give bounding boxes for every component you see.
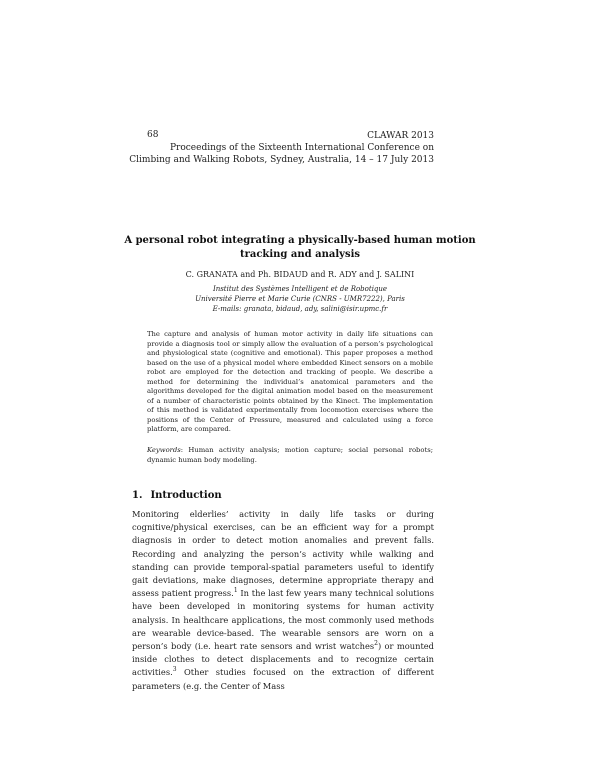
citation-3: 3 (172, 666, 177, 674)
proceedings-line-1: Proceedings of the Sixteenth International Conference on (169, 143, 434, 153)
conference-name: CLAWAR 2013 (367, 131, 434, 141)
keywords-label: Keywords (147, 446, 181, 454)
affiliation-line-1: Institut des Systèmes Intelligent et de Robotique (212, 285, 388, 293)
keywords-text: : Human activity analysis; motion capture; social personal robots; dynamic human body modeling. (147, 446, 433, 464)
keywords (147, 446, 433, 465)
intro-paragraph (132, 508, 434, 693)
title-line-2: tracking and analysis (239, 249, 361, 260)
section-number: 1. (132, 490, 143, 501)
proceedings-line-2: Climbing and Walking Robots, Sydney, Australia, 14 – 17 July 2013 (129, 155, 434, 165)
section-heading (132, 490, 222, 501)
section-title: Introduction (150, 490, 222, 501)
affiliation (120, 284, 480, 314)
intro-text-3: ) or mounted inside clothes to detect displacements and to recognize certain activities. (132, 641, 434, 678)
affiliation-line-2: Université Pierre et Marie Curie (CNRS - UMR7222), Paris (195, 295, 405, 303)
title-line-1: A personal robot integrating a physically-based human motion (124, 235, 476, 246)
intro-text-2: In the last few years many technical solutions have been developed in monitoring systems for human activity analysis. In healthcare applications, the most commonly used methods are wearable device-based. The wearable sensors are worn on a person’s body (i.e. heart rate sensors and wrist watches (132, 588, 435, 652)
authors: C. GRANATA and Ph. BIDAUD and R. ADY and J. SALINI (185, 270, 415, 279)
intro-text-4: Other studies focused on the extraction of different parameters (e.g. the Center of Mass (132, 667, 434, 691)
paper-title (120, 234, 480, 262)
citation-2: 2 (374, 640, 378, 648)
abstract: The capture and analysis of human motor activity in daily life situations can provide a diagnosis tool or simply allow the evaluation of a person’s psychological and physiological state (cognitive and emotional). This paper proposes a method based on the use of a physical model where embedded Kinect sensors on a mobile robot are employed for the detection and tracking of people. We describe a method for determining the individual’s anatomical parameters and the algorithms developed for the digital animation model based on the measurement of a number of characteristic points obtained by the Kinect. The implementation of this method is validated experimentally from locomotion exercises where the positions of the Center of Pressure, measured and calculated using a force platform, are compared. (147, 330, 433, 433)
citation-1: 1 (233, 587, 238, 595)
running-header (129, 130, 434, 166)
intro-text-1: Monitoring elderlies’ activity in daily life tasks or during cognitive/physical exercises, can be an efficient way for a prompt diagnosis in order to detect motion anomalies and prevent falls. Recording and analyzing the person’s activity while walking and standing can provide temporal-spatial parameters useful to identify gait deviations, make diagnoses, determine appropriate therapy and assess patient progress. (132, 509, 434, 599)
affiliation-email: E-mails: granata, bidaud, ady, salini@isir.upmc.fr (212, 305, 388, 313)
page-number: 68 (147, 130, 159, 140)
